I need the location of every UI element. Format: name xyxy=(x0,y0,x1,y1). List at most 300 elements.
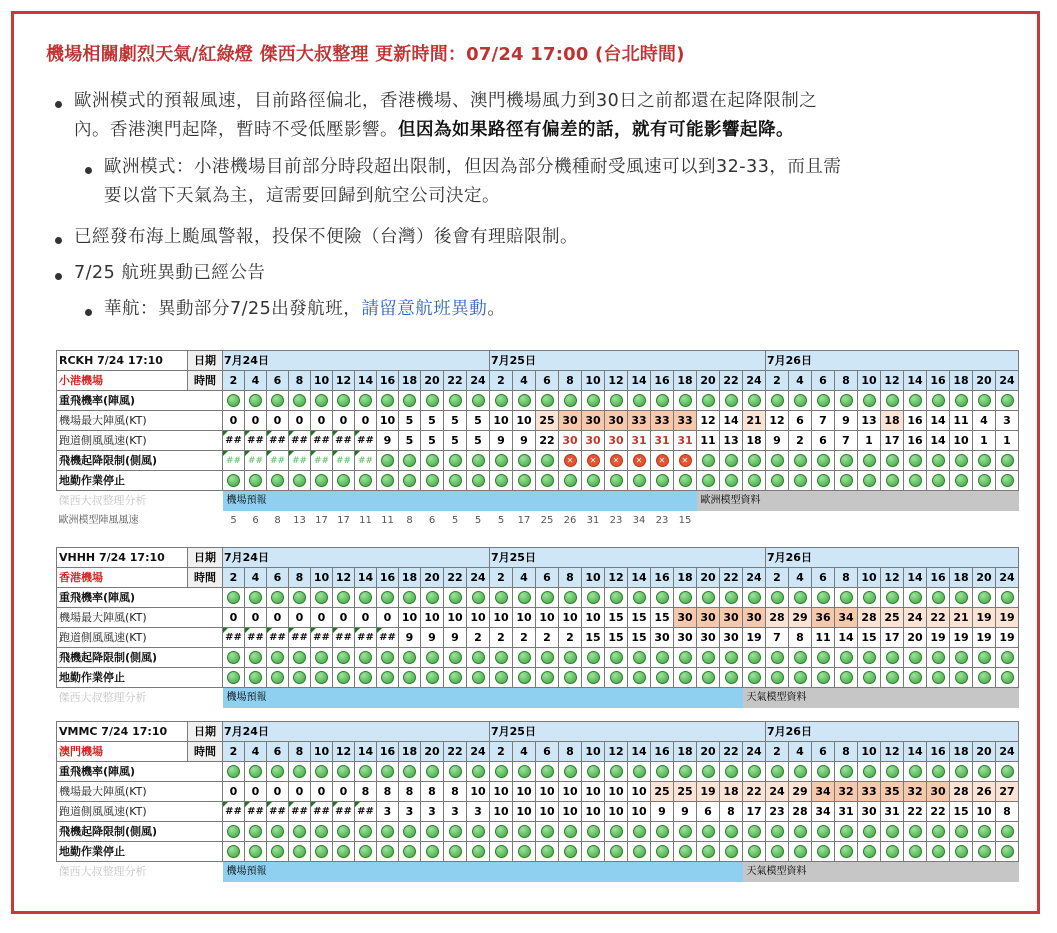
ok-icon xyxy=(725,474,738,487)
ecmwf-gust-value: 5 xyxy=(474,515,482,526)
limit-cell xyxy=(399,648,421,668)
hour-cell: 24 xyxy=(996,568,1019,588)
gust-value: 10 xyxy=(536,608,559,628)
hour-cell: 2 xyxy=(223,742,245,762)
ground-cell xyxy=(858,668,881,688)
hour-cell: 20 xyxy=(697,568,720,588)
ecmwf-gust-value xyxy=(973,511,996,531)
crosswind-value: 31 xyxy=(881,802,904,822)
ok-icon xyxy=(381,591,394,604)
status-cell xyxy=(973,391,996,411)
ground-cell xyxy=(743,668,766,688)
stop-icon: ✕ xyxy=(564,454,577,467)
ok-icon xyxy=(748,454,761,467)
gust-value: 10 xyxy=(490,782,513,802)
gust-value: 0 xyxy=(267,782,289,802)
limit-cell xyxy=(881,451,904,471)
row-label: 地勤作業停止 xyxy=(57,668,223,688)
ok-icon xyxy=(1001,394,1014,407)
hour-cell: 8 xyxy=(559,568,582,588)
limit-cell xyxy=(559,648,582,668)
ecmwf-gust-value: 17 xyxy=(337,515,350,526)
gust-value: 30 xyxy=(743,608,766,628)
table-vhhh xyxy=(56,547,1019,708)
ok-icon xyxy=(656,825,669,838)
crosswind-value: 5 xyxy=(399,431,421,451)
hour-cell: 12 xyxy=(881,568,904,588)
ok-icon xyxy=(227,845,240,858)
ok-icon xyxy=(271,765,284,778)
station-code: VHHH 7/24 17:10 xyxy=(57,548,188,568)
ok-icon xyxy=(794,474,807,487)
ground-cell xyxy=(628,842,651,862)
gust-value: 0 xyxy=(333,411,355,431)
hour-cell: 2 xyxy=(223,568,245,588)
ok-icon xyxy=(449,671,462,684)
ok-icon xyxy=(249,474,262,487)
limit-cell xyxy=(536,451,559,471)
ok-icon xyxy=(978,765,991,778)
crosswind-value: 19 xyxy=(973,628,996,648)
gust-value: 19 xyxy=(973,608,996,628)
gust-value: 21 xyxy=(743,411,766,431)
gust-value: 0 xyxy=(377,608,399,628)
status-cell xyxy=(651,588,674,608)
status-cell xyxy=(513,588,536,608)
gust-value: 0 xyxy=(267,411,289,431)
row-label: 地勤作業停止 xyxy=(57,842,223,862)
ok-icon xyxy=(771,765,784,778)
ok-icon xyxy=(337,474,350,487)
crosswind-value: 10 xyxy=(490,802,513,822)
hour-cell: 14 xyxy=(355,568,377,588)
status-cell xyxy=(720,391,743,411)
ok-icon xyxy=(495,671,508,684)
analysis-label: 傑西大叔整理分析 xyxy=(58,691,147,704)
ok-icon xyxy=(359,671,372,684)
crosswind-value: 19 xyxy=(996,628,1019,648)
hour-cell: 16 xyxy=(651,742,674,762)
hour-cell: 4 xyxy=(789,371,812,391)
gust-value: 33 xyxy=(628,411,651,431)
ground-cell xyxy=(743,842,766,862)
ok-icon xyxy=(227,671,240,684)
ok-icon xyxy=(426,474,439,487)
hour-cell: 20 xyxy=(973,568,996,588)
ok-icon xyxy=(725,845,738,858)
ok-icon xyxy=(271,825,284,838)
status-cell xyxy=(536,391,559,411)
status-cell xyxy=(311,391,333,411)
ecmwf-gust-value: 31 xyxy=(586,515,600,526)
hour-cell: 24 xyxy=(996,742,1019,762)
limit-cell xyxy=(289,822,311,842)
ok-icon xyxy=(403,765,416,778)
limit-cell xyxy=(858,648,881,668)
limit-cell xyxy=(996,822,1019,842)
hour-cell: 18 xyxy=(674,371,697,391)
ok-icon xyxy=(771,591,784,604)
ok-icon xyxy=(794,825,807,838)
ok-icon xyxy=(564,825,577,838)
ok-icon xyxy=(725,454,738,467)
limit-cell xyxy=(444,822,467,842)
status-cell xyxy=(421,588,444,608)
gust-value: 6 xyxy=(789,411,812,431)
crosswind-value: ## xyxy=(245,802,267,822)
limit-cell xyxy=(835,822,858,842)
gust-value: 10 xyxy=(444,608,467,628)
status-cell xyxy=(467,762,490,782)
day-header: 7月26日 xyxy=(766,548,1019,568)
status-cell xyxy=(858,391,881,411)
ok-icon xyxy=(271,474,284,487)
ok-icon xyxy=(610,394,623,407)
status-cell xyxy=(927,391,950,411)
gust-value: 15 xyxy=(651,608,674,628)
ok-icon xyxy=(518,825,531,838)
ground-cell xyxy=(605,471,628,491)
status-cell xyxy=(881,762,904,782)
status-cell xyxy=(858,588,881,608)
ok-icon xyxy=(748,671,761,684)
ok-icon xyxy=(702,765,715,778)
hour-cell: 2 xyxy=(766,371,789,391)
ok-icon xyxy=(564,765,577,778)
gust-value: 12 xyxy=(766,411,789,431)
ecmwf-gust-value xyxy=(927,511,950,531)
hour-cell: 8 xyxy=(289,742,311,762)
ok-icon xyxy=(449,394,462,407)
ecmwf-gust-value xyxy=(697,511,720,531)
limit-cell xyxy=(582,648,605,668)
ok-icon xyxy=(472,765,485,778)
ok-icon xyxy=(271,394,284,407)
ok-icon xyxy=(315,671,328,684)
limit-cell xyxy=(996,648,1019,668)
ground-cell xyxy=(559,842,582,862)
ok-icon xyxy=(271,651,284,664)
ok-icon xyxy=(587,845,600,858)
gust-value: 29 xyxy=(789,608,812,628)
crosswind-value: 3 xyxy=(399,802,421,822)
ground-cell xyxy=(950,668,973,688)
status-cell xyxy=(311,588,333,608)
crosswind-value: 10 xyxy=(536,802,559,822)
status-cell xyxy=(333,391,355,411)
ground-cell xyxy=(582,471,605,491)
ground-cell xyxy=(467,668,490,688)
status-cell xyxy=(674,762,697,782)
ok-icon xyxy=(840,651,853,664)
ground-cell xyxy=(720,471,743,491)
ok-icon xyxy=(227,651,240,664)
ok-icon xyxy=(426,845,439,858)
ok-icon xyxy=(315,394,328,407)
limit-cell xyxy=(223,648,245,668)
date-header: 日期 xyxy=(188,351,223,371)
status-cell xyxy=(881,588,904,608)
status-cell xyxy=(651,762,674,782)
ecmwf-gust-label: 歐洲模型陣風風速 xyxy=(58,515,139,526)
ok-icon xyxy=(472,474,485,487)
ground-cell xyxy=(467,471,490,491)
ok-icon xyxy=(656,765,669,778)
crosswind-value: 10 xyxy=(605,802,628,822)
status-cell xyxy=(835,588,858,608)
crosswind-value: 6 xyxy=(697,802,720,822)
limit-cell: ## xyxy=(267,451,289,471)
limit-cell xyxy=(950,822,973,842)
ok-icon xyxy=(227,591,240,604)
bullet-1-line-2: 內。香港澳門起降，暫時不受低壓影響。 xyxy=(74,120,398,140)
hour-cell: 24 xyxy=(743,568,766,588)
hour-cell: 20 xyxy=(421,371,444,391)
ok-icon xyxy=(840,474,853,487)
limit-cell xyxy=(421,648,444,668)
crosswind-value: 14 xyxy=(927,431,950,451)
gust-value: 33 xyxy=(674,411,697,431)
flight-change-link[interactable]: 請留意航班異動 xyxy=(361,299,488,319)
gust-value: 0 xyxy=(355,411,377,431)
ok-icon xyxy=(381,651,394,664)
ok-icon xyxy=(449,765,462,778)
status-cell xyxy=(628,762,651,782)
hour-cell: 18 xyxy=(674,568,697,588)
hour-cell: 22 xyxy=(444,371,467,391)
hour-cell: 24 xyxy=(996,371,1019,391)
status-cell xyxy=(311,762,333,782)
status-cell xyxy=(245,588,267,608)
ok-icon xyxy=(656,394,669,407)
gust-value: 30 xyxy=(927,782,950,802)
ecmwf-gust-value: 23 xyxy=(655,515,669,526)
ok-icon xyxy=(271,671,284,684)
limit-cell xyxy=(377,451,399,471)
status-cell xyxy=(697,588,720,608)
ok-icon xyxy=(541,765,554,778)
ground-cell xyxy=(223,842,245,862)
ground-cell xyxy=(289,471,311,491)
ok-icon xyxy=(472,591,485,604)
ground-cell xyxy=(812,668,835,688)
status-cell xyxy=(536,762,559,782)
row-label: 跑道側風風速(KT) xyxy=(57,628,223,648)
limit-cell xyxy=(311,648,333,668)
ok-icon xyxy=(587,591,600,604)
stop-icon: ✕ xyxy=(587,454,600,467)
ok-icon xyxy=(955,651,968,664)
status-cell xyxy=(605,391,628,411)
limit-cell xyxy=(674,822,697,842)
hour-cell: 8 xyxy=(559,742,582,762)
crosswind-value: 15 xyxy=(858,628,881,648)
crosswind-value: ## xyxy=(267,431,289,451)
ground-cell xyxy=(536,842,559,862)
limit-cell xyxy=(582,451,605,471)
ok-icon xyxy=(771,454,784,467)
ground-cell xyxy=(399,471,421,491)
ok-icon xyxy=(403,671,416,684)
limit-cell xyxy=(950,451,973,471)
ground-cell xyxy=(674,842,697,862)
limit-cell xyxy=(881,648,904,668)
ground-cell xyxy=(789,668,812,688)
ok-icon xyxy=(293,651,306,664)
ok-icon xyxy=(909,591,922,604)
hour-cell: 2 xyxy=(490,568,513,588)
ok-icon xyxy=(702,845,715,858)
ok-icon xyxy=(587,671,600,684)
limit-cell: ## xyxy=(355,451,377,471)
status-cell xyxy=(223,588,245,608)
ok-icon xyxy=(1001,765,1014,778)
ground-cell xyxy=(720,668,743,688)
crosswind-value: 2 xyxy=(467,628,490,648)
gust-value: 22 xyxy=(927,608,950,628)
status-cell xyxy=(720,588,743,608)
ok-icon xyxy=(656,591,669,604)
gust-value: 19 xyxy=(697,782,720,802)
status-cell xyxy=(399,391,421,411)
hour-cell: 8 xyxy=(835,371,858,391)
ground-cell xyxy=(973,471,996,491)
hour-cell: 18 xyxy=(674,742,697,762)
row-label: 飛機起降限制(側風) xyxy=(57,451,223,471)
ok-icon xyxy=(955,825,968,838)
ecmwf-gust-value: 6 xyxy=(252,515,259,526)
ok-icon xyxy=(249,394,262,407)
ok-icon xyxy=(359,825,372,838)
ok-icon xyxy=(610,591,623,604)
ok-icon xyxy=(337,651,350,664)
ok-icon xyxy=(337,671,350,684)
ok-icon xyxy=(610,825,623,838)
gust-value: 25 xyxy=(536,411,559,431)
bullet-3a-end: 。 xyxy=(487,299,506,319)
limit-cell xyxy=(559,822,582,842)
ok-icon xyxy=(679,671,692,684)
ok-icon xyxy=(495,454,508,467)
gust-value: 34 xyxy=(812,782,835,802)
ok-icon xyxy=(359,651,372,664)
crosswind-value: 11 xyxy=(812,628,835,648)
ok-icon xyxy=(886,825,899,838)
status-cell xyxy=(973,588,996,608)
limit-cell xyxy=(881,822,904,842)
hour-cell: 14 xyxy=(904,371,927,391)
hour-cell: 24 xyxy=(467,742,490,762)
ok-icon xyxy=(863,825,876,838)
crosswind-value: 1 xyxy=(996,431,1019,451)
ok-icon xyxy=(863,591,876,604)
ok-icon xyxy=(794,765,807,778)
ok-icon xyxy=(1001,825,1014,838)
ok-icon xyxy=(633,394,646,407)
hour-cell: 16 xyxy=(651,568,674,588)
ok-icon xyxy=(337,591,350,604)
ecmwf-gust-value: 11 xyxy=(381,515,394,526)
ground-cell xyxy=(490,471,513,491)
ecmwf-gust-value: 17 xyxy=(517,515,531,526)
gust-value: 4 xyxy=(973,411,996,431)
station-name: 澳門機場 xyxy=(57,742,188,762)
ecmwf-gust-value xyxy=(996,511,1019,531)
ground-cell xyxy=(582,842,605,862)
ground-cell xyxy=(513,668,536,688)
gust-value: 25 xyxy=(651,782,674,802)
crosswind-value: 10 xyxy=(559,802,582,822)
crosswind-value: ## xyxy=(333,628,355,648)
status-cell xyxy=(421,391,444,411)
model-data-bar: 天氣模型資料 xyxy=(743,688,1019,709)
ok-icon xyxy=(886,591,899,604)
ok-icon xyxy=(587,825,600,838)
ground-cell xyxy=(628,471,651,491)
crosswind-value: 17 xyxy=(743,802,766,822)
ok-icon xyxy=(909,394,922,407)
gust-value: 24 xyxy=(766,782,789,802)
ok-icon xyxy=(564,394,577,407)
hour-cell: 18 xyxy=(399,568,421,588)
ok-icon xyxy=(249,651,262,664)
hour-cell: 22 xyxy=(720,371,743,391)
ok-icon xyxy=(886,474,899,487)
crosswind-value: ## xyxy=(311,431,333,451)
bullet-3: 7/25 航班異動已經公告 xyxy=(74,263,266,283)
limit-cell xyxy=(743,648,766,668)
crosswind-value: 22 xyxy=(927,802,950,822)
limit-cell xyxy=(789,648,812,668)
hour-cell: 2 xyxy=(766,568,789,588)
status-cell xyxy=(223,391,245,411)
ok-icon xyxy=(633,474,646,487)
ecmwf-gust-value: 25 xyxy=(540,515,554,526)
hour-cell: 10 xyxy=(858,742,881,762)
limit-cell xyxy=(399,451,421,471)
crosswind-value: 5 xyxy=(467,431,490,451)
crosswind-value: 2 xyxy=(559,628,582,648)
hour-cell: 22 xyxy=(444,568,467,588)
ok-icon xyxy=(748,474,761,487)
status-cell xyxy=(289,762,311,782)
ok-icon xyxy=(271,591,284,604)
ground-cell xyxy=(812,842,835,862)
ok-icon xyxy=(978,845,991,858)
limit-cell xyxy=(674,648,697,668)
limit-cell xyxy=(559,451,582,471)
status-cell xyxy=(559,391,582,411)
bullet-dot xyxy=(85,309,92,316)
gust-value: 5 xyxy=(421,411,444,431)
ok-icon xyxy=(817,845,830,858)
hour-cell: 18 xyxy=(399,742,421,762)
hour-cell: 10 xyxy=(311,371,333,391)
limit-cell xyxy=(743,822,766,842)
ground-cell xyxy=(605,668,628,688)
hour-cell: 10 xyxy=(582,742,605,762)
limit-cell xyxy=(858,451,881,471)
status-cell xyxy=(399,762,421,782)
ok-icon xyxy=(932,394,945,407)
hour-cell: 8 xyxy=(289,568,311,588)
ground-cell xyxy=(743,471,766,491)
hour-cell: 6 xyxy=(267,742,289,762)
ok-icon xyxy=(541,671,554,684)
crosswind-value: 9 xyxy=(444,628,467,648)
limit-cell xyxy=(766,451,789,471)
ok-icon xyxy=(359,591,372,604)
